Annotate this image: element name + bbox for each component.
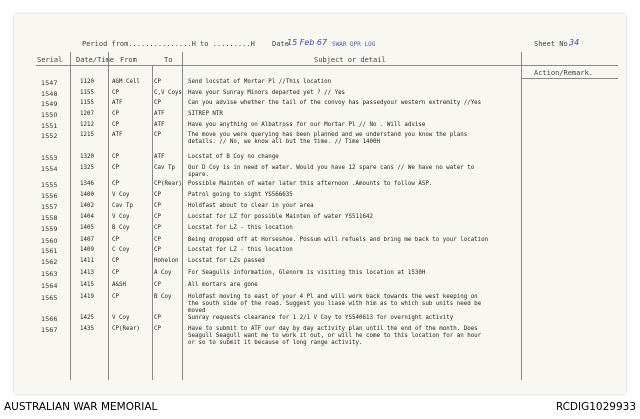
col-action: Action/Remark. [534, 69, 594, 77]
action-rule [521, 78, 618, 79]
log-sheet [14, 14, 626, 394]
entry-serial: 1557 [41, 203, 58, 211]
sheet-label: Sheet No. [534, 40, 572, 48]
entry-from: CP [112, 270, 119, 276]
entry-time: 1325 [80, 165, 94, 171]
entry-serial: 1558 [41, 214, 58, 222]
entry-time: 1435 [80, 326, 94, 332]
entry-time: 1413 [80, 270, 94, 276]
entry-time: 1212 [80, 122, 94, 128]
sheet-value: 34 [569, 38, 580, 47]
col-subject: Subject or detail [314, 56, 386, 64]
entry-from: CP [112, 165, 119, 171]
entry-from: CP [112, 181, 119, 187]
entry-from: CP [112, 237, 119, 243]
entry-to: CP [154, 192, 161, 198]
entry-time: 1346 [80, 181, 94, 187]
entry-from: V Coy [112, 192, 130, 198]
entry-to: CP [154, 79, 161, 85]
entry-time: 1407 [80, 237, 94, 243]
entry-from: CP [112, 294, 119, 300]
entry-to: CP(Rear) [154, 181, 182, 187]
entry-subject-line: Have you anything on Albatross for our Mortar Pl // No . Will advise [188, 122, 426, 128]
entry-serial: 1551 [41, 122, 58, 130]
entry-subject-line: the south side of the road. Suggest you liase with him as to which sub units need be [188, 301, 482, 307]
entry-subject-line: Possible Mainten of water later this afternoon .Amounts to follow ASP. [188, 181, 433, 187]
entry-to: ATF [154, 111, 165, 117]
entry-from: V Coy [112, 214, 130, 220]
entry-time: 1409 [80, 247, 94, 253]
col-to: To [164, 56, 173, 64]
entry-serial: 1561 [41, 247, 58, 255]
entry-time: 1207 [80, 111, 94, 117]
entry-to: CP [154, 247, 161, 253]
rule-date [108, 52, 109, 380]
entry-time: 1155 [80, 100, 94, 106]
entry-to: CP [154, 214, 161, 220]
archive-name: AUSTRALIAN WAR MEMORIAL [4, 401, 158, 413]
entry-from: CP [112, 90, 119, 96]
entry-time: 1415 [80, 282, 94, 288]
entry-serial: 1552 [41, 132, 58, 140]
entry-to: Hohelon [154, 258, 179, 264]
entry-subject-line: or so to submit it because of long range activity. [188, 340, 363, 346]
entry-to: CP [154, 100, 161, 106]
entry-time: 1405 [80, 225, 94, 231]
entry-to: A Coy [154, 270, 172, 276]
col-date-time: Date/Time [76, 56, 114, 64]
entry-serial: 1564 [41, 282, 58, 290]
entry-time: 1411 [80, 258, 94, 264]
entry-to: CP [154, 237, 161, 243]
entry-from: ATF [112, 132, 123, 138]
entry-time: 1419 [80, 294, 94, 300]
entry-time: 1120 [80, 79, 94, 85]
entry-serial: 1565 [41, 294, 58, 302]
date-value: 15 Feb 67 [287, 38, 328, 47]
entry-time: 1215 [80, 132, 94, 138]
entry-from: AGM Cell [112, 79, 140, 85]
archive-footer [0, 397, 640, 419]
entry-subject-line: Locstat of B Coy no change [188, 154, 279, 160]
log-stamp: SWAR OPR LOG [332, 41, 376, 48]
entry-from: ATF [112, 100, 123, 106]
rule-serial [70, 52, 71, 380]
entry-serial: 1559 [41, 225, 58, 233]
entry-to: ATF [154, 122, 165, 128]
entry-serial: 1548 [41, 90, 58, 98]
entry-from: CP [112, 258, 119, 264]
record-id: RCDIG1029933 [555, 401, 636, 413]
entry-serial: 1562 [41, 258, 58, 266]
entry-subject-line: Holdfast about to clear in your area [188, 203, 314, 209]
entry-to: CP [154, 282, 161, 288]
entry-subject-line: Holdfast moving to east of your 4 Pl and will work back towards the west keeping on [188, 294, 478, 300]
entry-time: 1425 [80, 315, 94, 321]
entry-from: V Coy [112, 315, 130, 321]
entry-to: C,V Coys [154, 90, 182, 96]
entry-time: 1402 [80, 203, 94, 209]
entry-subject-line: Seagull Seagull want me to work it out, or will he come to this location for an hour [188, 333, 482, 339]
entry-from: Cav Tp [112, 203, 133, 209]
entry-serial: 1566 [41, 315, 58, 323]
entry-to: CP [154, 203, 161, 209]
entry-from: B Coy [112, 225, 130, 231]
entry-to: CP [154, 132, 161, 138]
entry-subject-line: For Seagulls information, Glenorm is visiting this location at 1530H [188, 270, 426, 276]
entry-serial: 1554 [41, 165, 58, 173]
entry-subject-line: details. // No, we know all but the time. // Time 1400H [188, 139, 380, 145]
entry-subject-line: spare. [188, 172, 209, 178]
entry-subject-line: Our D Coy is in need of water. Would you have 12 spare cans // We have no water to [188, 165, 475, 171]
entry-serial: 1567 [41, 326, 58, 334]
entry-subject-line: Sunray requests clearance for 1 2/1 V Coy to YS540613 for overnight activity [188, 315, 454, 321]
entry-serial: 1547 [41, 79, 58, 87]
col-from: From [120, 56, 137, 64]
entry-subject-line: Being dropped off at Horseshoe. Possum will refuels and bring me back to your location [188, 237, 489, 243]
rule-to [182, 52, 183, 380]
entry-serial: 1549 [41, 100, 58, 108]
entry-subject-line: Can you advise whether the tail of the convoy has passedyour western extremity //Yes [188, 100, 482, 106]
entry-subject-line: All mortars are gone [188, 282, 258, 288]
entry-subject-line: Locstat for LZ - this location [188, 247, 293, 253]
rule-from [152, 66, 153, 380]
entry-from: CP(Rear) [112, 326, 140, 332]
entry-time: 1400 [80, 192, 94, 198]
entry-from: CP [112, 111, 119, 117]
entry-from: CP [112, 154, 119, 160]
entry-serial: 1560 [41, 237, 58, 245]
entry-to: B Coy [154, 294, 172, 300]
entry-to: CP [154, 326, 161, 332]
entry-subject-line: Patrol going to sight YS566635 [188, 192, 293, 198]
rule-action [521, 52, 522, 380]
entry-serial: 1553 [41, 154, 58, 162]
entry-serial: 1556 [41, 192, 58, 200]
entry-to: Cav Tp [154, 165, 175, 171]
entry-subject-line: moved [188, 308, 206, 314]
entry-subject-line: Locstat for LZs passed [188, 258, 265, 264]
entry-serial: 1550 [41, 111, 58, 119]
entry-from: C Coy [112, 247, 130, 253]
entry-subject-line: SITREP NTR [188, 111, 223, 117]
header-rule [36, 65, 618, 66]
entry-subject-line: Send locstat of Mortar Pl //This location [188, 79, 332, 85]
entry-time: 1155 [80, 90, 94, 96]
entry-serial: 1555 [41, 181, 58, 189]
col-serial: Serial [37, 56, 63, 64]
entry-time: 1404 [80, 214, 94, 220]
date-label: Date [272, 40, 289, 48]
entry-time: 1320 [80, 154, 94, 160]
entry-from: A&SH [112, 282, 126, 288]
entry-subject-line: The move you were querying has been planned and we understand you know the plans [188, 132, 468, 138]
period-field: Period from...............H to .........H [82, 40, 255, 48]
entry-subject-line: Have to submit to ATF our day by day activity plan until the end of the month. Does [188, 326, 478, 332]
entry-subject-line: Locstat for LZ for possible Mainten of water YS511642 [188, 214, 373, 220]
entry-subject-line: Have your Sunray Minors departed yet ? // Yes [188, 90, 346, 96]
entry-to: ATF [154, 154, 165, 160]
entry-serial: 1563 [41, 270, 58, 278]
entry-to: CP [154, 225, 161, 231]
entry-from: CP [112, 122, 119, 128]
entry-subject-line: Locstat for LZ - this location [188, 225, 293, 231]
entry-to: CP [154, 315, 161, 321]
